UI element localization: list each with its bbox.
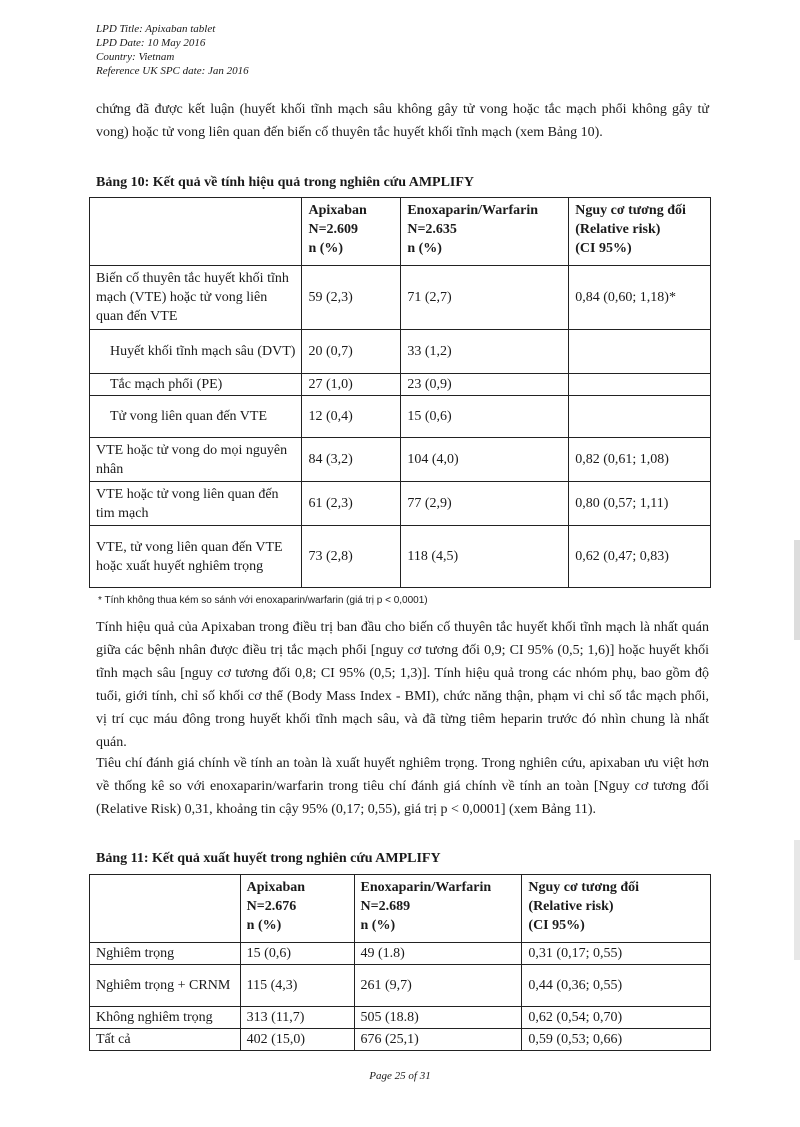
table-row <box>90 1029 711 1051</box>
row-label: Tử vong liên quan đến VTE <box>90 396 302 438</box>
table-row <box>90 330 711 374</box>
apixaban-value: 402 (15,0) <box>240 1029 354 1051</box>
enoxaparin-value: 676 (25,1) <box>354 1029 522 1051</box>
table-row <box>90 374 711 396</box>
table-row <box>90 526 711 588</box>
lpd-title: LPD Title: Apixaban tablet <box>96 23 216 35</box>
row-label: Tất cả <box>90 1029 241 1051</box>
page-number: Page 25 of 31 <box>369 1070 431 1082</box>
table10 <box>89 197 711 588</box>
table-row <box>90 965 711 1007</box>
table11-col-enoxaparin: Enoxaparin/Warfarin N=2.689 n (%) <box>354 875 522 943</box>
apixaban-value: 59 (2,3) <box>302 266 401 330</box>
row-label: VTE, tử vong liên quan đến VTE hoặc xuất huyết nghiêm trọng <box>90 526 302 588</box>
table11 <box>89 874 711 1051</box>
table11-caption: Bảng 11: Kết quả xuất huyết trong nghiên cứu AMPLIFY <box>96 851 441 866</box>
relative-risk-value: 0,80 (0,57; 1,11) <box>569 482 711 526</box>
relative-risk-value: 0,62 (0,47; 0,83) <box>569 526 711 588</box>
scan-edge-mark <box>794 840 800 960</box>
enoxaparin-value: 104 (4,0) <box>401 438 569 482</box>
table10-col-relative-risk: Nguy cơ tương đối (Relative risk) (CI 95%) <box>569 198 711 266</box>
enoxaparin-value: 33 (1,2) <box>401 330 569 374</box>
row-label: Không nghiêm trọng <box>90 1007 241 1029</box>
enoxaparin-value: 71 (2,7) <box>401 266 569 330</box>
row-label: Tắc mạch phổi (PE) <box>90 374 302 396</box>
country: Country: Vietnam <box>96 51 175 63</box>
relative-risk-value: 0,84 (0,60; 1,18)* <box>569 266 711 330</box>
relative-risk-value: 0,44 (0,36; 0,55) <box>522 965 711 1007</box>
apixaban-value: 15 (0,6) <box>240 943 354 965</box>
relative-risk-value: 0,31 (0,17; 0,55) <box>522 943 711 965</box>
table11-header-row <box>90 875 711 943</box>
table10-col-enoxaparin: Enoxaparin/Warfarin N=2.635 n (%) <box>401 198 569 266</box>
relative-risk-value <box>569 374 711 396</box>
table11-col-relative-risk: Nguy cơ tương đối (Relative risk) (CI 95%) <box>522 875 711 943</box>
table-row <box>90 266 711 330</box>
lpd-date: LPD Date: 10 May 2016 <box>96 37 206 49</box>
row-label: VTE hoặc tử vong do mọi nguyên nhân <box>90 438 302 482</box>
table-row <box>90 438 711 482</box>
scan-edge-mark <box>794 540 800 640</box>
table10-footnote: * Tính không thua kém so sánh với enoxaparin/warfarin (giá trị p < 0,0001) <box>98 595 428 606</box>
apixaban-value: 20 (0,7) <box>302 330 401 374</box>
reference-date: Reference UK SPC date: Jan 2016 <box>96 65 249 77</box>
efficacy-paragraph: Tính hiệu quả của Apixaban trong điều trị ban đầu cho biến cố thuyên tắc huyết khối tĩnh mạch là nhất quán giữa các bệnh nhân được điều trị tắc mạch phổi [nguy cơ tương đối 0,9; CI 95% (0,5; 1,6)] hoặc huyết khối tĩnh mạch sâu [nguy cơ tương đối 0,8; CI 95% (0,5; 1,3)]. Tính hiệu quả trong các nhóm phụ, bao gồm độ tuổi, giới tính, chỉ số khối cơ thể (Body Mass Index - BMI), chức năng thận, phạm vi chỉ số tắc mạch phổi, vị trí cục máu đông trong huyết khối tĩnh mạch sâu, và đã từng tiêm heparin trước đó nhìn chung là nhất quán. <box>96 620 709 750</box>
enoxaparin-value: 118 (4,5) <box>401 526 569 588</box>
safety-paragraph: Tiêu chí đánh giá chính về tính an toàn là xuất huyết nghiêm trọng. Trong nghiên cứu, apixaban ưu việt hơn về thống kê so với enoxaparin/warfarin trong tiêu chí đánh giá chính về tính an toàn [Nguy cơ tương đối (Relative Risk) 0,31, khoảng tin cậy 95% (0,17; 0,55), giá trị p < 0,0001] (xem Bảng 11). <box>96 756 709 817</box>
document-header <box>96 22 249 78</box>
apixaban-value: 73 (2,8) <box>302 526 401 588</box>
apixaban-value: 61 (2,3) <box>302 482 401 526</box>
enoxaparin-value: 23 (0,9) <box>401 374 569 396</box>
relative-risk-value: 0,82 (0,61; 1,08) <box>569 438 711 482</box>
apixaban-value: 84 (3,2) <box>302 438 401 482</box>
table10-caption: Bảng 10: Kết quả về tính hiệu quả trong nghiên cứu AMPLIFY <box>96 175 475 190</box>
table11-empty-header <box>90 875 241 943</box>
apixaban-value: 115 (4,3) <box>240 965 354 1007</box>
apixaban-value: 313 (11,7) <box>240 1007 354 1029</box>
table-row <box>90 943 711 965</box>
table10-col-apixaban: Apixaban N=2.609 n (%) <box>302 198 401 266</box>
row-label: Nghiêm trọng <box>90 943 241 965</box>
table10-header-row <box>90 198 711 266</box>
enoxaparin-value: 505 (18.8) <box>354 1007 522 1029</box>
row-label: Nghiêm trọng + CRNM <box>90 965 241 1007</box>
row-label: Biến cố thuyên tắc huyết khối tĩnh mạch (VTE) hoặc tử vong liên quan đến VTE <box>90 266 302 330</box>
row-label: Huyết khối tĩnh mạch sâu (DVT) <box>90 330 302 374</box>
table-row <box>90 396 711 438</box>
relative-risk-value: 0,59 (0,53; 0,66) <box>522 1029 711 1051</box>
table-row <box>90 1007 711 1029</box>
apixaban-value: 27 (1,0) <box>302 374 401 396</box>
enoxaparin-value: 15 (0,6) <box>401 396 569 438</box>
enoxaparin-value: 261 (9,7) <box>354 965 522 1007</box>
table11-col-apixaban: Apixaban N=2.676 n (%) <box>240 875 354 943</box>
table10-empty-header <box>90 198 302 266</box>
enoxaparin-value: 77 (2,9) <box>401 482 569 526</box>
enoxaparin-value: 49 (1.8) <box>354 943 522 965</box>
apixaban-value: 12 (0,4) <box>302 396 401 438</box>
intro-paragraph: chứng đã được kết luận (huyết khối tĩnh mạch sâu không gây tử vong hoặc tắc mạch phổi không gây tử vong) hoặc tử vong liên quan đến biến cố thuyên tắc huyết khối tĩnh mạch (xem Bảng 10). <box>96 102 709 140</box>
relative-risk-value <box>569 330 711 374</box>
table-row <box>90 482 711 526</box>
relative-risk-value <box>569 396 711 438</box>
relative-risk-value: 0,62 (0,54; 0,70) <box>522 1007 711 1029</box>
row-label: VTE hoặc tử vong liên quan đến tim mạch <box>90 482 302 526</box>
